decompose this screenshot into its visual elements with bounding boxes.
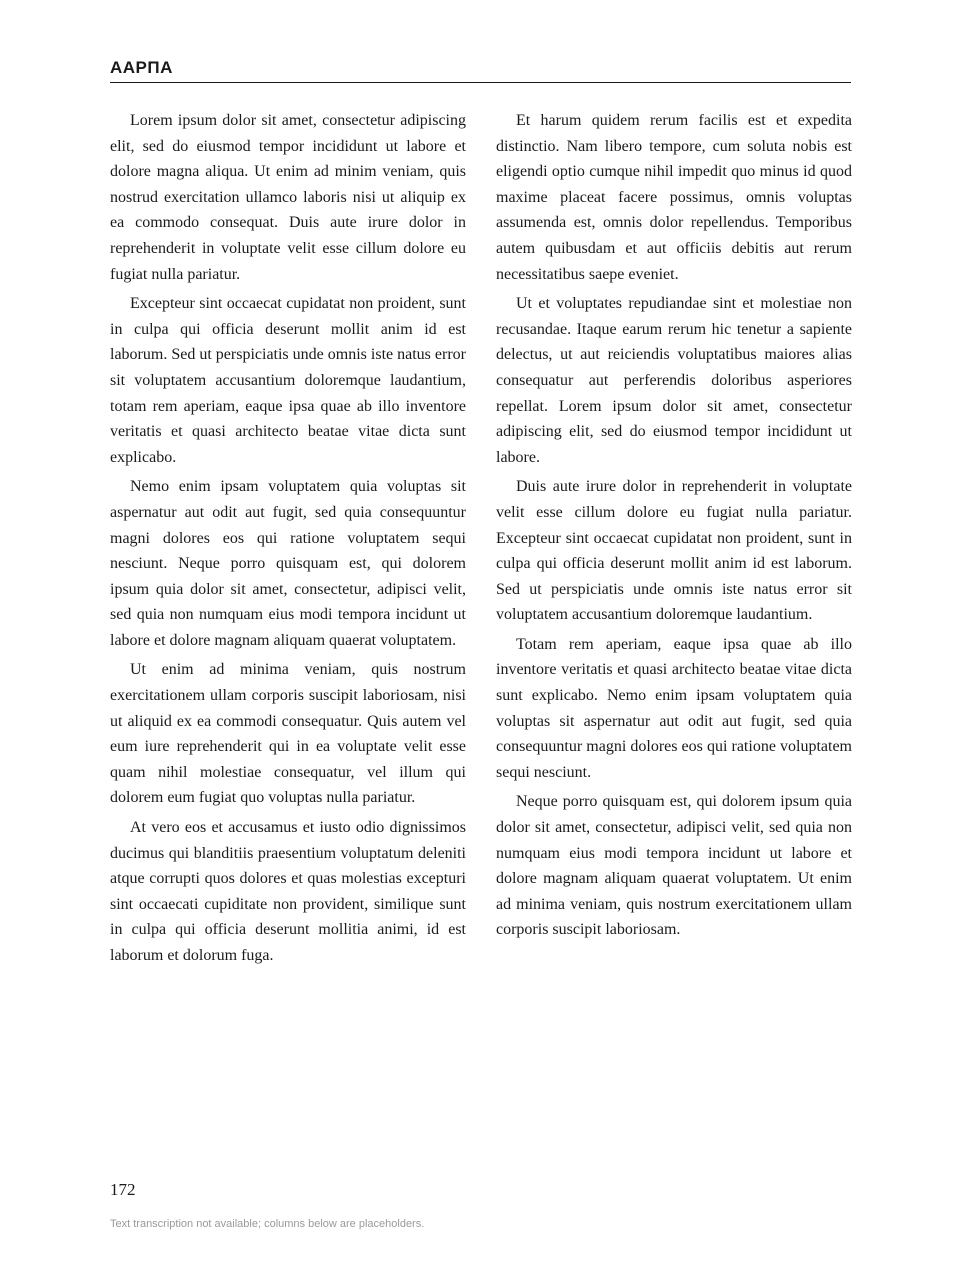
right-paragraph: Totam rem aperiam, eaque ipsa quae ab illo inventore veritatis et quasi architecto beatae vitae dicta sunt explicabo. Nemo enim ipsam voluptatem quia voluptas sit aspernatur aut odit aut fugit, sed quia consequuntur magni dolores eos qui ratione voluptatem sequi nesciunt. (496, 635, 852, 781)
left-column (110, 108, 466, 973)
right-column (496, 108, 852, 947)
running-head: ААРПА (110, 58, 173, 77)
right-paragraph: Ut et voluptates repudiandae sint et molestiae non recusandae. Itaque earum rerum hic tenetur a sapiente delectus, ut aut reiciendis voluptatibus maiores alias consequatur aut perferendis doloribus asperiores repellat. Lorem ipsum dolor sit amet, consectetur adipiscing elit, sed do eiusmod tempor incididunt ut labore. (496, 295, 852, 466)
header-rule (110, 82, 851, 83)
left-paragraph: Lorem ipsum dolor sit amet, consectetur adipiscing elit, sed do eiusmod tempor incididunt ut labore et dolore magna aliqua. Ut enim ad minim veniam, quis nostrud exercitation ullamco laboris nisi ut aliquip ex ea commodo consequat. Duis aute irure dolor in reprehenderit in voluptate velit esse cillum dolore eu fugiat nulla pariatur. (110, 112, 466, 283)
page-number: 172 (110, 1180, 136, 1199)
left-paragraph: Ut enim ad minima veniam, quis nostrum exercitationem ullam corporis suscipit laboriosam, nisi ut aliquid ex ea commodi consequatur. Quis autem vel eum iure reprehenderit qui in ea voluptate velit esse quam nihil molestiae consequatur, vel illum qui dolorem eum fugiat quo voluptas nulla pariatur. (110, 661, 466, 807)
left-paragraph: At vero eos et accusamus et iusto odio dignissimos ducimus qui blanditiis praesentium voluptatum deleniti atque corrupti quos dolores et quas molestias excepturi sint occaecati cupiditate non provident, similique sunt in culpa qui officia deserunt mollitia animi, id est laborum et dolorum fuga. (110, 819, 466, 964)
placeholder-notice: Text transcription not available; columns below are placeholders. (110, 1218, 425, 1230)
right-paragraph: Duis aute irure dolor in reprehenderit in voluptate velit esse cillum dolore eu fugiat nulla pariatur. Excepteur sint occaecat cupidatat non proident, sunt in culpa qui officia deserunt mollit anim id est laborum. Sed ut perspiciatis unde omnis iste natus error sit voluptatem accusantium doloremque laudantium. (496, 478, 852, 624)
right-paragraph: Et harum quidem rerum facilis est et expedita distinctio. Nam libero tempore, cum soluta nobis est eligendi optio cumque nihil impedit quo minus id quod maxime placeat facere possimus, omnis voluptas assumenda est, omnis dolor repellendus. Temporibus autem quibusdam et aut officiis debitis aut rerum necessitatibus saepe eveniet. (496, 112, 852, 283)
left-paragraph: Excepteur sint occaecat cupidatat non proident, sunt in culpa qui officia deserunt mollit anim id est laborum. Sed ut perspiciatis unde omnis iste natus error sit voluptatem accusantium doloremque laudantium, totam rem aperiam, eaque ipsa quae ab illo inventore veritatis et quasi architecto beatae vitae dicta sunt explicabo. (110, 295, 466, 466)
right-paragraph: Neque porro quisquam est, qui dolorem ipsum quia dolor sit amet, consectetur, adipisci velit, sed quia non numquam eius modi tempora incidunt ut labore et dolore magnam aliquam quaerat voluptatem. Ut enim ad minima veniam, quis nostrum exercitationem ullam corporis suscipit laboriosam. (496, 793, 852, 939)
left-paragraph: Nemo enim ipsam voluptatem quia voluptas sit aspernatur aut odit aut fugit, sed quia consequuntur magni dolores eos qui ratione voluptatem sequi nesciunt. Neque porro quisquam est, qui dolorem ipsum quia dolor sit amet, consectetur, adipisci velit, sed quia non numquam eius modi tempora incidunt ut labore et dolore magnam aliquam quaerat voluptatem. (110, 478, 466, 649)
